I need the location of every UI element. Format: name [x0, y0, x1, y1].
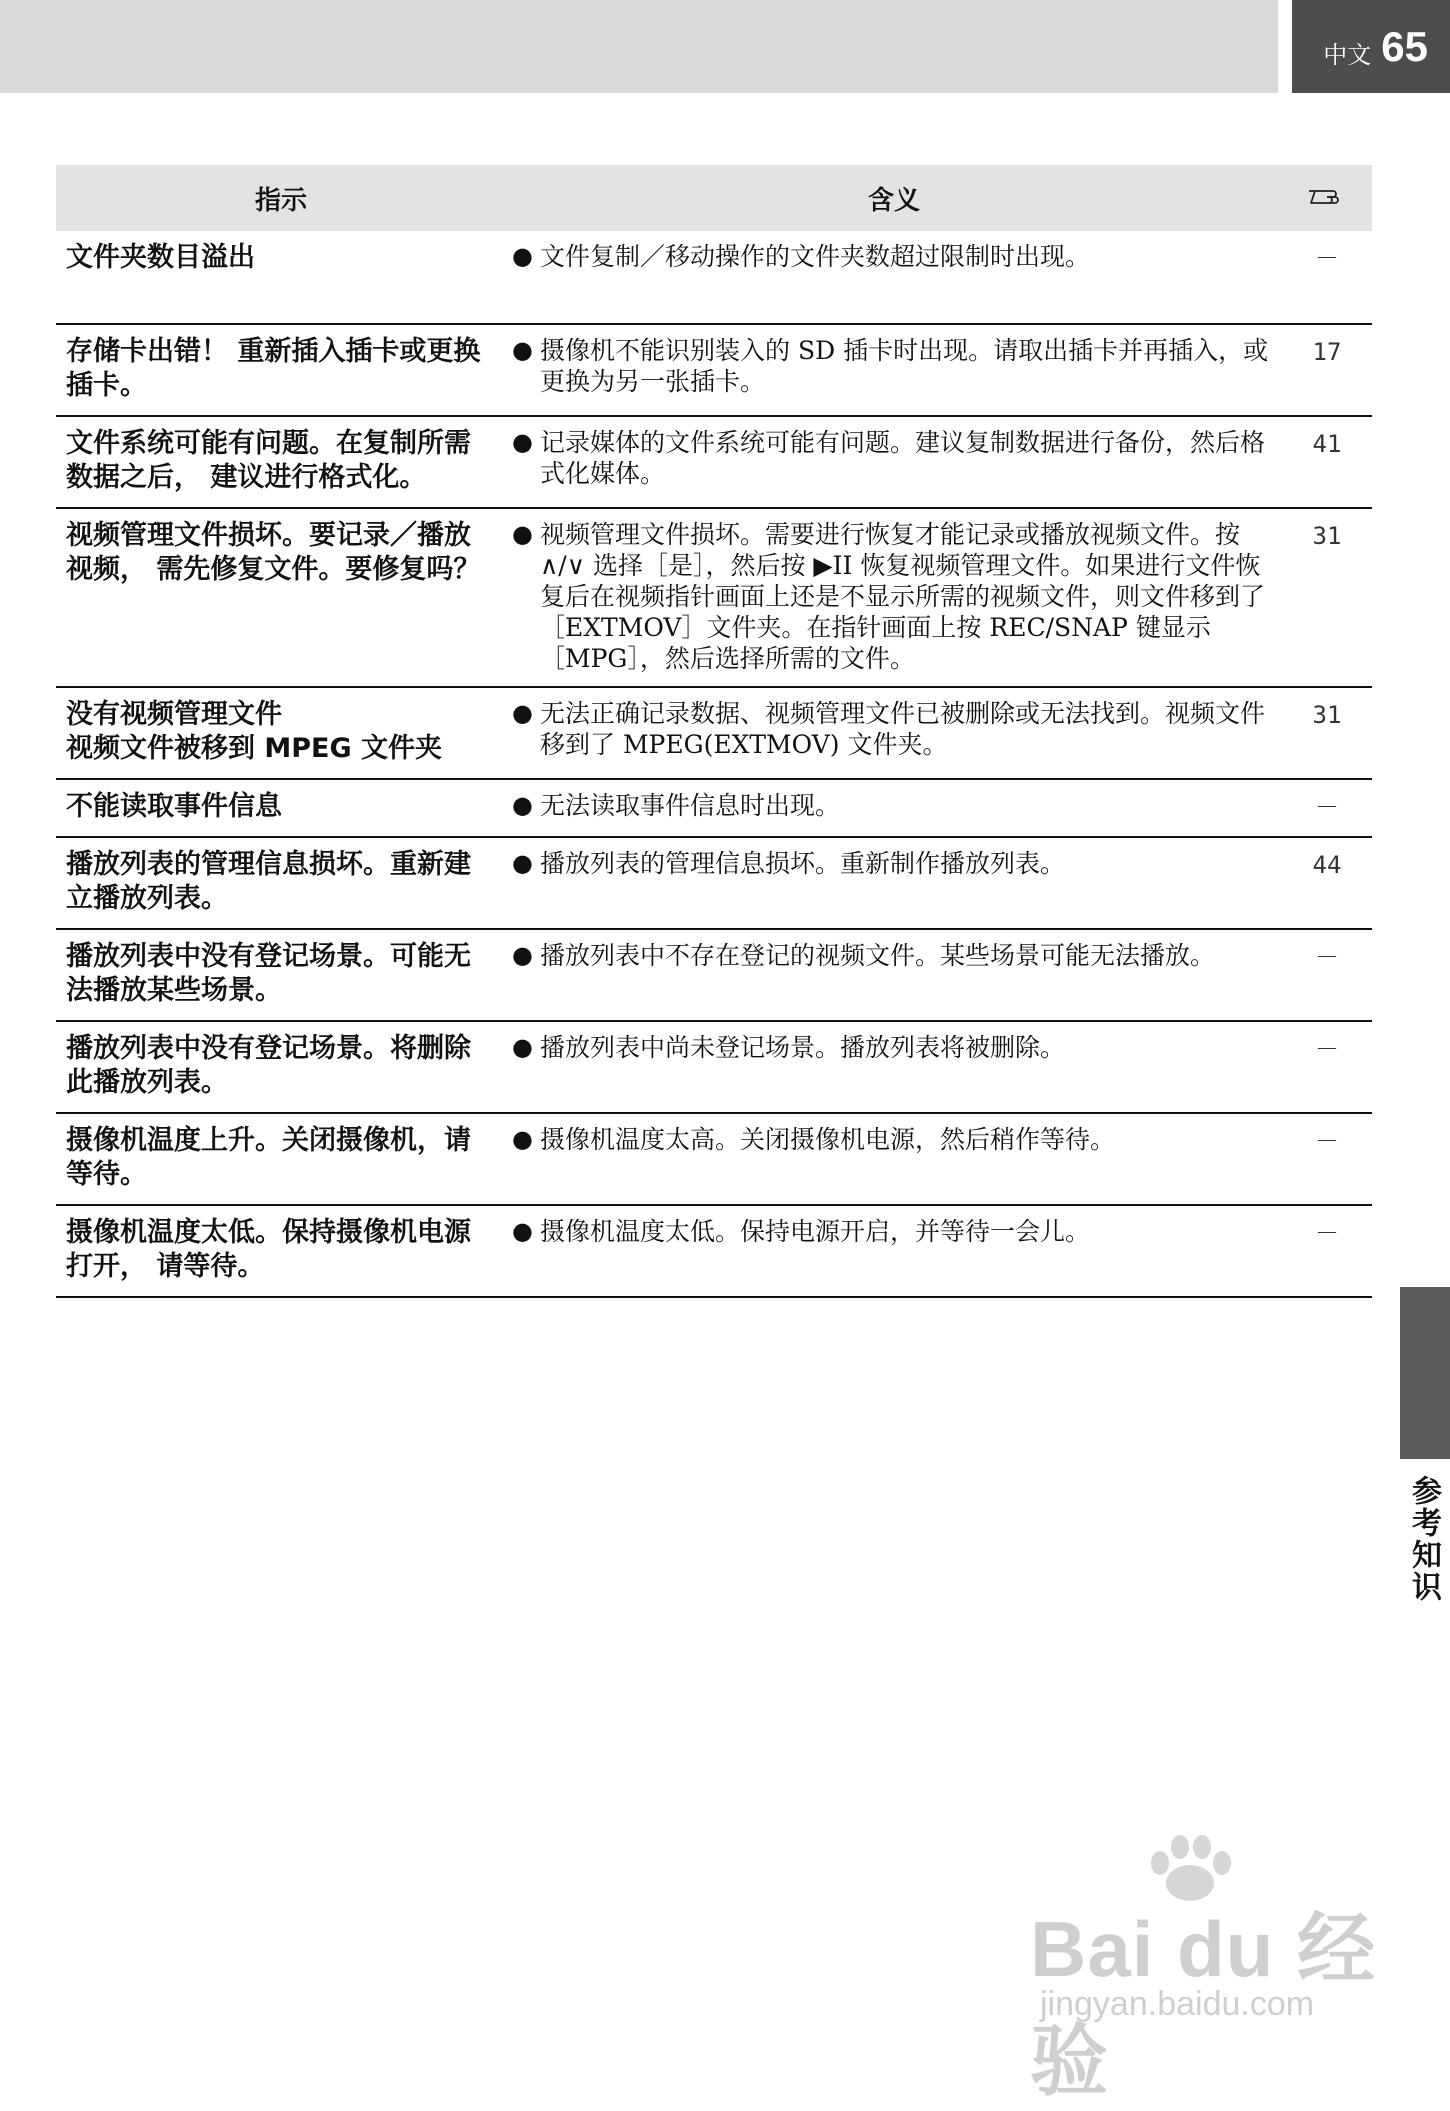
indication-cell [56, 779, 506, 837]
table-row [56, 508, 1372, 687]
bullet-icon: ● [512, 791, 533, 819]
reference-page: 17 [1312, 338, 1342, 366]
table-row [56, 779, 1372, 837]
baidu-watermark [1030, 1835, 1410, 2105]
indication-cell [56, 508, 506, 687]
indication-text: 播放列表中没有登记场景。可能无法播放某些场景。 [66, 941, 471, 1006]
bullet-icon: ● [512, 1033, 533, 1061]
meaning-cell [506, 687, 1282, 779]
meaning-text: 无法正确记录数据、视频管理文件已被删除或无法找到。视频文件移到了 MPEG(EXTMOV) 文件夹。 [540, 699, 1266, 759]
column-header-reference [1282, 165, 1372, 231]
watermark-url: jingyan.baidu.com [1040, 1985, 1315, 2023]
indication-cell [56, 1205, 506, 1297]
meaning-cell [506, 1113, 1282, 1205]
meaning-text: 摄像机温度太高。关闭摄像机电源，然后稍作等待。 [540, 1125, 1116, 1154]
indication-text: 没有视频管理文件 视频文件被移到 MPEG 文件夹 [66, 699, 443, 764]
page-number-tab [1292, 0, 1450, 93]
indication-text: 摄像机温度上升。关闭摄像机，请等待。 [66, 1125, 471, 1190]
bullet-icon: ● [512, 849, 533, 877]
meaning-cell [506, 837, 1282, 929]
meaning-cell [506, 508, 1282, 687]
pointing-hand-icon [1307, 183, 1347, 214]
language-label: 中文 [1323, 41, 1372, 69]
meaning-cell [506, 1205, 1282, 1297]
bullet-icon: ● [512, 242, 533, 270]
reference-cell [1282, 837, 1372, 929]
indication-text: 播放列表中没有登记场景。将删除此播放列表。 [66, 1033, 471, 1098]
meaning-text: 文件复制／移动操作的文件夹数超过限制时出现。 [540, 242, 1091, 271]
reference-cell [1282, 231, 1372, 324]
reference-cell [1282, 929, 1372, 1021]
reference-page: 31 [1312, 701, 1342, 729]
table-row [56, 1113, 1372, 1205]
reference-cell [1282, 1021, 1372, 1113]
indication-text: 播放列表的管理信息损坏。重新建立播放列表。 [66, 849, 471, 914]
table-header-row [56, 165, 1372, 231]
meaning-cell [506, 416, 1282, 508]
meaning-text: 记录媒体的文件系统可能有问题。建议复制数据进行备份，然后格式化媒体。 [540, 428, 1266, 488]
page-number: 65 [1381, 22, 1428, 70]
reference-cell [1282, 508, 1372, 687]
meaning-cell [506, 324, 1282, 416]
reference-cell [1282, 1205, 1372, 1297]
table-row [56, 929, 1372, 1021]
reference-page: － [1315, 1219, 1339, 1247]
reference-page: 31 [1312, 522, 1342, 550]
meaning-text: 播放列表的管理信息损坏。重新制作播放列表。 [540, 849, 1066, 878]
indication-text: 摄像机温度太低。保持摄像机电源打开， 请等待。 [66, 1217, 471, 1282]
bullet-icon: ● [512, 1217, 533, 1245]
meaning-text: 无法读取事件信息时出现。 [540, 791, 841, 820]
bullet-icon: ● [512, 336, 533, 364]
table-row [56, 324, 1372, 416]
message-table [56, 165, 1372, 1298]
reference-cell [1282, 416, 1372, 508]
reference-page: 41 [1312, 430, 1342, 458]
reference-page: － [1315, 244, 1339, 272]
indication-text: 文件夹数目溢出 [66, 242, 255, 273]
indication-cell [56, 687, 506, 779]
meaning-cell [506, 929, 1282, 1021]
indication-text: 存储卡出错！ 重新插入插卡或更换插卡。 [66, 336, 481, 401]
meaning-text: 播放列表中不存在登记的视频文件。某些场景可能无法播放。 [540, 941, 1216, 970]
meaning-text: 播放列表中尚未登记场景。播放列表将被删除。 [540, 1033, 1066, 1062]
meaning-cell [506, 231, 1282, 324]
indication-text: 文件系统可能有问题。在复制所需数据之后， 建议进行格式化。 [66, 428, 471, 493]
table-row [56, 416, 1372, 508]
reference-cell [1282, 324, 1372, 416]
meaning-text: 摄像机温度太低。保持电源开启，并等待一会儿。 [540, 1217, 1091, 1246]
reference-page: － [1315, 1035, 1339, 1063]
table-row [56, 837, 1372, 929]
indication-cell [56, 416, 506, 508]
indication-text: 不能读取事件信息 [66, 791, 282, 822]
indication-cell [56, 1113, 506, 1205]
table-row [56, 231, 1372, 324]
reference-page: － [1315, 1127, 1339, 1155]
meaning-text: 视频管理文件损坏。需要进行恢复才能记录或播放视频文件。按 ∧/∨ 选择［是］，然后按 ▶II 恢复视频管理文件。如果进行文件恢复后在视频指针画面上还是不显示所需的视频文件，则文件移到了［EXTMOV］文件夹。在指针画面上按 REC/SNAP 键显示［MPG］，然后选择所需的文件。 [540, 520, 1266, 673]
bullet-icon: ● [512, 941, 533, 969]
table-row [56, 1021, 1372, 1113]
bullet-icon: ● [512, 520, 533, 548]
meaning-cell [506, 779, 1282, 837]
side-section-tab [1400, 1287, 1450, 1459]
reference-page: 44 [1312, 851, 1342, 879]
watermark-text: Bai du 经验 [1030, 1905, 1377, 2105]
table-row [56, 1205, 1372, 1297]
meaning-text: 摄像机不能识别装入的 SD 插卡时出现。请取出插卡并再插入，或更换为另一张插卡。 [540, 336, 1269, 396]
indication-cell [56, 231, 506, 324]
indication-cell [56, 837, 506, 929]
reference-cell [1282, 1113, 1372, 1205]
column-header-meaning: 含义 [506, 165, 1282, 231]
meaning-cell [506, 1021, 1282, 1113]
bullet-icon: ● [512, 699, 533, 727]
reference-page: － [1315, 793, 1339, 821]
indication-cell [56, 1021, 506, 1113]
bullet-icon: ● [512, 1125, 533, 1153]
reference-cell [1282, 779, 1372, 837]
indication-text: 视频管理文件损坏。要记录／播放视频， 需先修复文件。要修复吗？ [66, 520, 481, 585]
table-row [56, 687, 1372, 779]
bullet-icon: ● [512, 428, 533, 456]
reference-page: － [1315, 943, 1339, 971]
indication-cell [56, 929, 506, 1021]
reference-cell [1282, 687, 1372, 779]
header-band [0, 0, 1278, 93]
side-section-label: 参考知识 [1406, 1475, 1441, 1603]
indication-cell [56, 324, 506, 416]
column-header-indication: 指示 [56, 165, 506, 231]
